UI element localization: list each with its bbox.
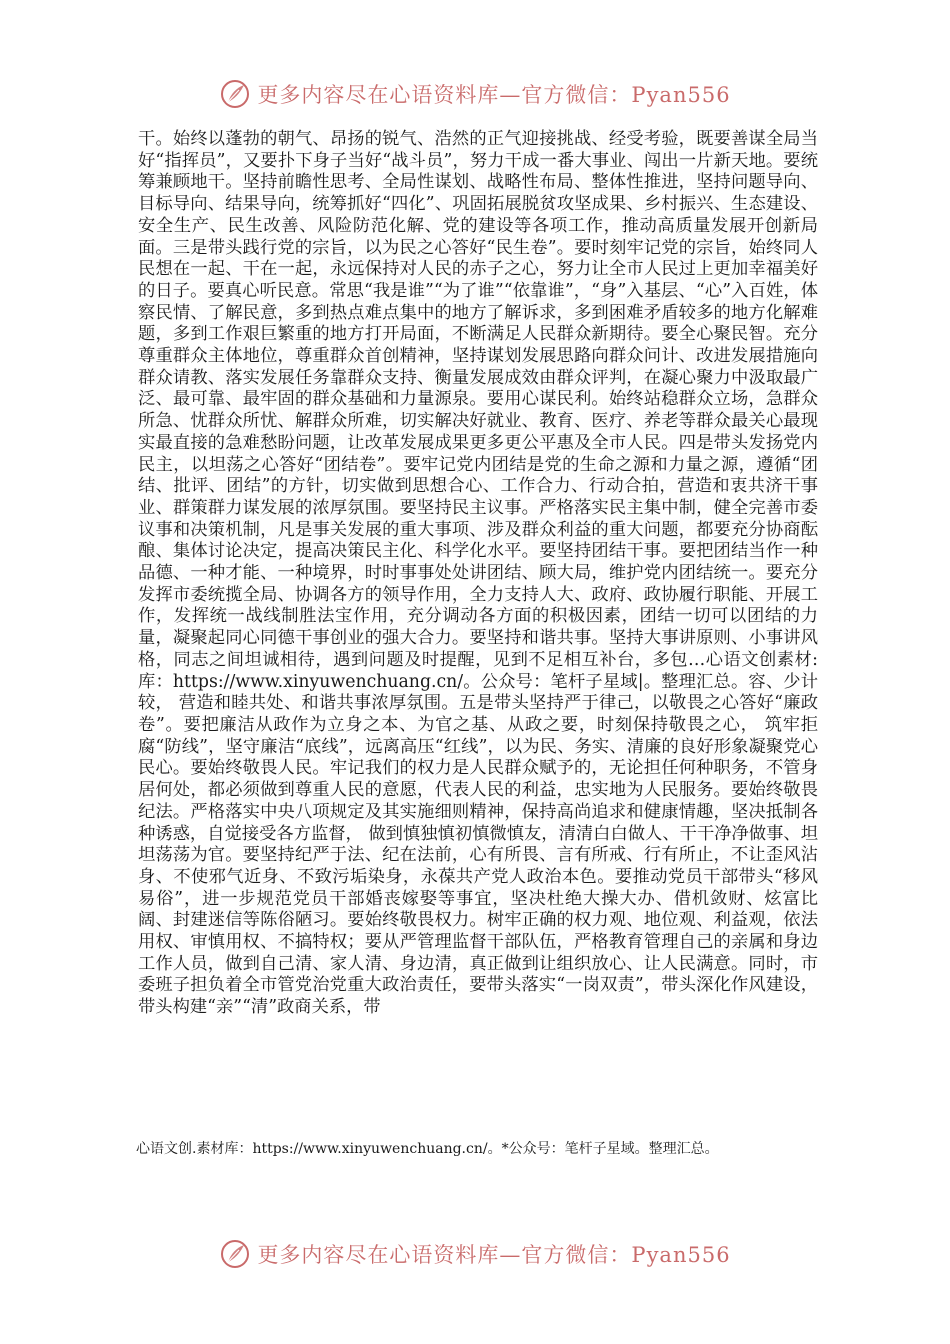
feather-quill-icon — [219, 1238, 251, 1270]
document-body — [138, 129, 818, 1019]
watermark-text: 更多内容尽在心语资料库—官方微信：Pyan556 — [257, 1243, 731, 1267]
footer-watermark — [0, 1234, 950, 1274]
header-watermark — [0, 74, 950, 114]
body-paragraph: 干。始终以蓬勃的朝气、昂扬的锐气、浩然的正气迎接挑战、经受考验，既要善谋全局当好“指挥员”，又要扑下身子当好“战斗员”，努力干成一番大事业、闯出一片新天地。要统筹兼顾地干。坚持前瞻性思考、全局性谋划、战略性布局、整体性推进，坚持问题导向、目标导向、结果导向，统筹抓好“四化”、巩固拓展脱贫攻坚成果、乡村振兴、生态建设、安全生产、民生改善、风险防范化解、党的建设等各项工作，推动高质量发展开创新局面。三是带头践行党的宗旨，以为民之心答好“民生卷”。要时刻牢记党的宗旨，始终同人民想在一起、干在一起，永远保持对人民的赤子之心，努力让全市人民过上更加幸福美好的日子。要真心听民意。常思“我是谁”“为了谁”“依靠谁”，“身”入基层、“心”入百姓，体察民情、了解民意，多到热点难点集中的地方了解诉求，多到困难矛盾较多的地方化解难题，多到工作艰巨繁重的地方打开局面，不断满足人民群众新期待。要全心聚民智。充分尊重群众主体地位，尊重群众首创精神，坚持谋划发展思路向群众问计、改进发展措施向群众请教、落实发展任务靠群众支持、衡量发展成效由群众评判，在凝心聚力中汲取最广泛、最可靠、最牢固的群众基础和力量源泉。要用心谋民利。始终站稳群众立场，急群众所急、忧群众所忧、解群众所难，切实解决好就业、教育、医疗、养老等群众最关心最现实最直接的急难愁盼问题，让改革发展成果更多更公平惠及全市人民。四是带头发扬党内民主，以坦荡之心答好“团结卷”。要牢记党内团结是党的生命之源和力量之源，遵循“团结、批评、团结”的方针，切实做到思想合心、工作合力、行动合拍，营造和衷共济干事业、群策群力谋发展的浓厚氛围。要坚持民主议事。严格落实民主集中制，健全完善市委议事和决策机制，凡是事关发展的重大事项、涉及群众利益的重大问题，都要充分协商酝酿、集体讨论决定，提高决策民主化、科学化水平。要坚持团结干事。要把团结当作一种品德、一种才能、一种境界，时时事事处处讲团结、顾大局，维护党内团结统一。要充分发挥市委统揽全局、协调各方的领导作用，全力支持人大、政府、政协履行职能、开展工作，发挥统一战线制胜法宝作用，充分调动各方面的积极因素，团结一切可以团结的力量，凝聚起同心同德干事创业的强大合力。要坚持和谐共事。坚持大事讲原则、小事讲风格，同志之间坦诚相待，遇到问题及时提醒，见到不足相互补台，多包…心语文创素材:库：https://www.xinyuwenchuang.cn/。公众号：笔杆子星域|。整理汇总。容、少计较， 营造和睦共处、和谐共事浓厚氛围。五是带头坚持严于律己，以敬畏之心答好“廉政卷”。要把廉洁从政作为立身之本、为官之基、从政之要，时刻保持敬畏之心， 筑牢拒腐“防线”，坚守廉洁“底线”，远离高压“红线”，以为民、务实、清廉的良好形象凝聚党心民心。要始终敬畏人民。牢记我们的权力是人民群众赋予的，无论担任何种职务，不管身居何处，都必须做到尊重人民的意愿，代表人民的利益，忠实地为人民服务。要始终敬畏纪法。严格落实中央八项规定及其实施细则精神，保持高尚追求和健康情趣，坚决抵制各种诱惑，自觉接受各方监督， 做到慎独慎初慎微慎友，清清白白做人、干干净净做事、坦坦荡荡为官。要坚持纪严于法、纪在法前，心有所畏、言有所戒、行有所止，不让歪风沾身、不使邪气近身、不致污垢染身，永葆共产党人政治本色。要推动党员干部带头“移风易俗”，进一步规范党员干部婚丧嫁娶等事宜，坚决杜绝大操大办、借机敛财、炫富比阔、封建迷信等陈俗陋习。要始终敬畏权力。树牢正确的权力观、地位观、利益观，依法用权、审慎用权、不搞特权；要从严管理监督干部队伍，严格教育管理自己的亲属和身边工作人员，做到自己清、家人清、身边清，真正做到让组织放心、让人民满意。同时，市委班子担负着全市管党治党重大政治责任，要带头落实“一岗双责”，带头深化作风建设，带头构建“亲”“清”政商关系，带 — [138, 129, 818, 1018]
feather-quill-icon — [219, 78, 251, 110]
watermark-text: 更多内容尽在心语资料库—官方微信：Pyan556 — [257, 83, 731, 107]
source-footer-line: 心语文创.素材库：https://www.xinyuwenchuang.cn/。*公众号：笔杆子星域。整理汇总。 — [136, 1141, 719, 1157]
